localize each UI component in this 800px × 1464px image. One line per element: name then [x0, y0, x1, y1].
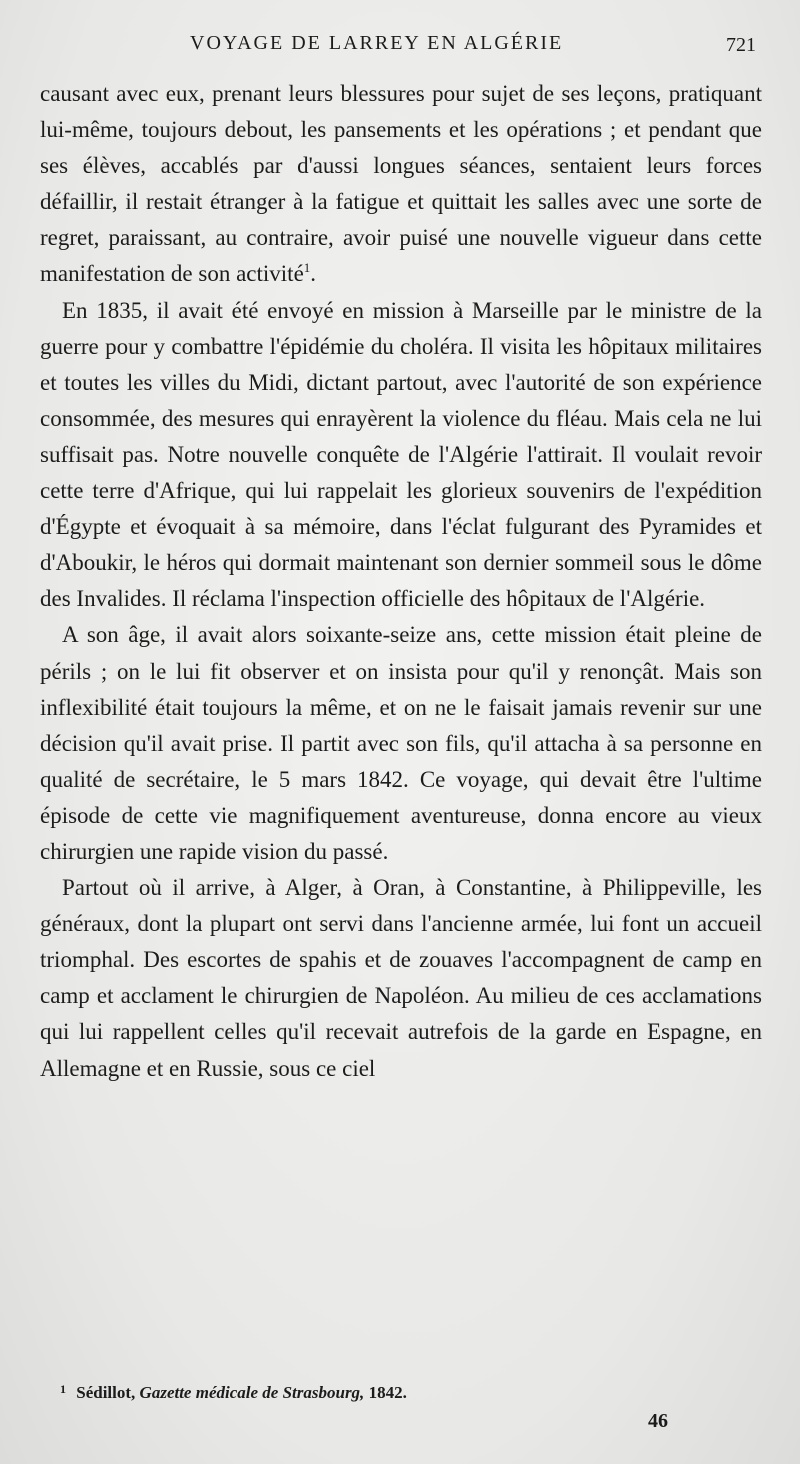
paragraph-text: causant avec eux, prenant leurs blessures pour sujet de ses leçons, pratiquant lui-même, toujours debout, les pansements et les opérations ; et pendant que ses élèves, accablés par d'aussi longues séances, sentaient leurs forces défaillir, il restait étranger à la fatigue et quittait les salles avec une sorte de regret, paraissant, au contraire, avoir puisé une nouvelle vigueur dans cette manifestation de son activité — [40, 81, 762, 287]
page-number: 721 — [726, 34, 756, 56]
footnote-year: 1842. — [368, 1383, 407, 1402]
running-head — [40, 32, 760, 62]
signature-number: 46 — [648, 1410, 668, 1432]
footnote-reference: 1 — [303, 260, 311, 276]
paragraph: Partout où il arrive, à Alger, à Oran, à Constantine, à Philippeville, les généraux, dont la plupart ont servi dans l'ancienne armée, lui font un accueil triomphal. Des escortes de spahis et de zouaves l'accompagnent de camp en camp et acclament le chirurgien de Napoléon. Au milieu de ces acclamations qui lui rappellent celles qu'il recevait autrefois de la garde en Espagne, en Allemagne et en Russie, sous ce ciel — [40, 875, 762, 1081]
footnote-author: Sédillot, — [76, 1383, 136, 1402]
paragraph: A son âge, il avait alors soixante-seize ans, cette mission était pleine de périls ; on le lui fit observer et on insista pour qu'il y renonçât. Mais son inflexibilité était toujours la même, et on ne le faisait jamais revenir sur une décision qu'il avait prise. Il partit avec son fils, qu'il attacha à sa personne en qualité de secrétaire, le 5 mars 1842. Ce voyage, qui devait être l'ultime épisode de cette vie magnifiquement aventureuse, donna encore au vieux chirurgien une rapide vision du passé. — [40, 622, 762, 864]
paragraph — [40, 76, 762, 293]
footnote-mark: 1 — [60, 1382, 66, 1396]
paragraph: En 1835, il avait été envoyé en mission à Marseille par le ministre de la guerre pour y combattre l'épidémie du choléra. Il visita les hôpitaux militaires et toutes les villes du Midi, dictant partout, avec l'autorité de son expérience consommée, des mesures qui enrayèrent la violence du fléau. Mais cela ne lui suffisait pas. Notre nouvelle conquête de l'Algérie l'attirait. Il voulait revoir cette terre d'Afrique, qui lui rappelait les glorieux souvenirs de l'expédition d'Égypte et évoquait à sa mémoire, dans l'éclat fulgurant des Pyramides et d'Aboukir, le héros qui dormait maintenant son dernier sommeil sous le dôme des Invalides. Il réclama l'inspection officielle des hôpitaux de l'Algérie. — [40, 297, 762, 612]
running-title: VOYAGE DE LARREY EN ALGÉRIE — [190, 32, 564, 54]
footnote — [60, 1382, 407, 1403]
footnote-title: Gazette médicale de Strasbourg, — [139, 1383, 365, 1402]
body-text — [40, 76, 762, 1087]
paragraph-end: . — [310, 261, 317, 287]
